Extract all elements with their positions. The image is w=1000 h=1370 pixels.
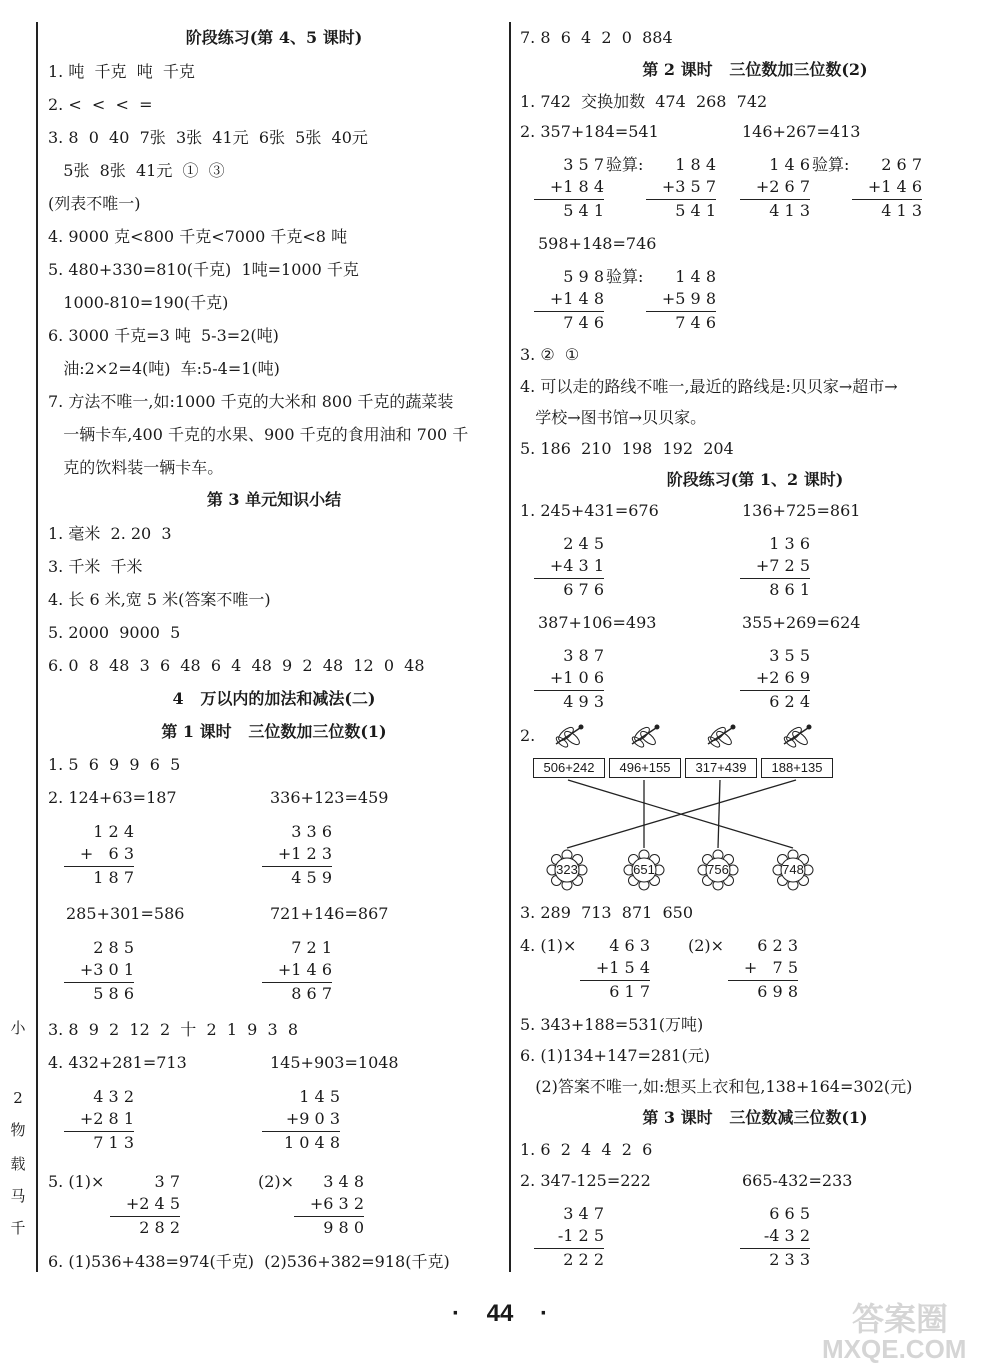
answer-line: 6. (1)536+438=974(千克) (2)536+382=918(千克) — [48, 1252, 450, 1271]
dragonfly-icon — [631, 725, 660, 749]
expression-box: 506+242 — [533, 758, 605, 778]
calc-rule — [262, 982, 332, 983]
answer-line: 一辆卡车,400 千克的水果、900 千克的食用油和 700 千 — [48, 425, 469, 444]
answer-line: 4. 9000 克<800 千克<7000 千克<8 吨 — [48, 227, 348, 246]
answer-line: (2)答案不唯一,如:想买上衣和包,138+164=302(元) — [520, 1077, 913, 1096]
dragonfly-icon — [707, 725, 736, 749]
answer-line: 5. (1)× — [48, 1172, 105, 1191]
calc-row: 1 8 4 — [675, 155, 716, 174]
calc-row: 3 4 8 — [323, 1172, 364, 1191]
calc-row: 2 4 5 — [563, 534, 604, 553]
answer-line: 4. 可以走的路线不唯一,最近的路线是:贝贝家→超市→ — [520, 377, 898, 396]
answer-line: 2. 124+63=187 — [48, 788, 177, 807]
flower-answer — [771, 848, 815, 892]
answer-line: 3. ② ① — [520, 345, 580, 364]
bullet-dot: · — [513, 1300, 549, 1327]
answer-line: 2. — [520, 726, 536, 745]
answer-line: 665-432=233 — [742, 1171, 853, 1190]
check-label: 验算: — [812, 155, 850, 174]
side-char: 小 — [10, 1019, 26, 1037]
calc-row: +1 2 3 — [277, 844, 332, 863]
calc-row: +3 5 7 — [661, 177, 716, 196]
calc-row: 4 1 3 — [769, 201, 810, 220]
answer-line: 油:2×2=4(吨) 车:5-4=1(吨) — [48, 359, 280, 378]
calc-row: 8 6 7 — [291, 984, 332, 1003]
calc-row: 1 2 4 — [93, 822, 134, 841]
calc-row: 2 2 2 — [563, 1250, 604, 1269]
answer-line: 5张 8张 41元 ① ③ — [48, 161, 225, 180]
left-margin-line — [36, 22, 38, 1272]
answer-line: 7. 方法不唯一,如:1000 千克的大米和 800 千克的蔬菜装 — [48, 392, 454, 411]
unit-title: 4 万以内的加法和减法(二) — [172, 689, 376, 708]
calc-row: 3 5 5 — [769, 646, 810, 665]
calc-rule — [646, 199, 716, 200]
calc-row: 9 8 0 — [323, 1218, 364, 1237]
calc-row: 3 3 6 — [291, 822, 332, 841]
answer-line: 1. 245+431=676 — [520, 501, 659, 520]
answer-line: 285+301=586 — [66, 904, 185, 923]
calc-row: 8 6 1 — [769, 580, 810, 599]
calc-row: +3 0 1 — [79, 960, 134, 979]
calc-row: + 6 3 — [79, 844, 134, 863]
watermark-cn: 答案圈 — [852, 1301, 949, 1337]
calc-row: +1 4 6 — [277, 960, 332, 979]
calc-rule — [64, 866, 134, 867]
answer-line: 136+725=861 — [742, 501, 861, 520]
calc-row: 7 4 6 — [675, 313, 716, 332]
flower-value: 323 — [556, 862, 578, 877]
answer-line: 355+269=624 — [742, 613, 861, 632]
calc-row: 1 8 7 — [93, 868, 134, 887]
calc-rule — [740, 578, 810, 579]
calc-rule — [646, 311, 716, 312]
calc-row: 6 9 8 — [757, 982, 798, 1001]
answer-line: 4. 长 6 米,宽 5 米(答案不唯一) — [48, 590, 271, 609]
calc-row: 2 8 2 — [139, 1218, 180, 1237]
answer-line: 3. 289 713 871 650 — [520, 903, 694, 922]
calc-row: 7 1 3 — [93, 1133, 134, 1152]
calc-row: +5 9 8 — [661, 289, 716, 308]
calc-row: 6 2 3 — [757, 936, 798, 955]
calc-row: 5 9 8 — [563, 267, 604, 286]
answer-line: 5. 343+188=531(万吨) — [520, 1015, 704, 1034]
section-title: 阶段练习(第 1、2 课时) — [666, 470, 844, 489]
answer-line: 146+267=413 — [742, 122, 861, 141]
calc-rule — [852, 199, 922, 200]
side-char: 2 — [13, 1089, 23, 1107]
answer-line: 2. 357+184=541 — [520, 122, 659, 141]
section-title: 第 3 课时 三位数减三位数(1) — [642, 1108, 868, 1127]
expression-box: 496+155 — [609, 758, 681, 778]
calc-rule — [294, 1216, 364, 1217]
calc-row: +2 6 7 — [755, 177, 810, 196]
calc-row: 4 9 3 — [563, 692, 604, 711]
calc-rule — [728, 980, 798, 981]
check-label: 验算: — [606, 267, 644, 286]
calc-row: 2 8 5 — [93, 938, 134, 957]
dragonfly-icon — [783, 725, 812, 749]
calc-row: 1 4 8 — [675, 267, 716, 286]
calc-row: 4 3 2 — [93, 1087, 134, 1106]
flower-answer — [696, 848, 740, 892]
flower-value: 651 — [633, 862, 655, 877]
calc-row: 6 2 4 — [769, 692, 810, 711]
answer-line: 1. 毫米 2. 20 3 — [48, 524, 172, 543]
calc-row: 4 5 9 — [291, 868, 332, 887]
answer-line: 2. < < < = — [48, 95, 153, 114]
answer-line: (2)× — [688, 936, 725, 955]
calc-row: 3 7 — [154, 1172, 180, 1191]
watermark-logo — [812, 1294, 992, 1364]
calc-rule — [262, 1131, 340, 1132]
calc-rule — [534, 311, 604, 312]
match-line — [718, 780, 720, 848]
center-divider — [509, 22, 511, 1272]
calc-row: 3 8 7 — [563, 646, 604, 665]
answer-line: 1. 吨 千克 吨 千克 — [48, 62, 195, 81]
calc-row: 6 7 6 — [563, 580, 604, 599]
answer-line: 1. 5 6 9 9 6 5 — [48, 755, 181, 774]
answer-line: (列表不唯一) — [48, 194, 141, 213]
calc-row: +1 8 4 — [549, 177, 604, 196]
answer-line: 7. 8 6 4 2 0 884 — [520, 28, 673, 47]
answer-line: 6. 0 8 48 3 6 48 6 4 48 9 2 48 12 0 48 — [48, 656, 425, 675]
flower-value: 748 — [782, 862, 804, 877]
section-title: 第 2 课时 三位数加三位数(2) — [642, 60, 868, 79]
side-char: 千 — [10, 1219, 26, 1237]
flower-answer — [545, 848, 589, 892]
calc-row: +4 3 1 — [549, 556, 604, 575]
calc-row: -4 3 2 — [763, 1226, 810, 1245]
calc-row: 3 4 7 — [563, 1204, 604, 1223]
expression-box: 317+439 — [685, 758, 757, 778]
side-char: 马 — [10, 1187, 26, 1205]
dragonfly-icon — [555, 725, 584, 749]
calc-row: 1 0 4 8 — [284, 1133, 340, 1152]
answer-line: 336+123=459 — [270, 788, 389, 807]
calc-rule — [534, 690, 604, 691]
calc-rule — [262, 866, 332, 867]
calc-rule — [64, 982, 134, 983]
calc-row: 5 8 6 — [93, 984, 134, 1003]
calc-row: 2 6 7 — [881, 155, 922, 174]
side-char: 物 — [10, 1121, 26, 1139]
calc-row: +2 8 1 — [79, 1109, 134, 1128]
answer-line: 6. 3000 千克=3 吨 5-3=2(吨) — [48, 326, 279, 345]
answer-line: 4. 432+281=713 — [48, 1053, 187, 1072]
answer-line: 5. 480+330=810(千克) 1吨=1000 千克 — [48, 260, 359, 279]
section-title: 第 1 课时 三位数加三位数(1) — [161, 722, 387, 741]
calc-row: 6 6 5 — [769, 1204, 810, 1223]
calc-rule — [534, 578, 604, 579]
calc-row: 5 4 1 — [675, 201, 716, 220]
answer-line: 5. 186 210 198 192 204 — [520, 439, 734, 458]
calc-row: + 7 5 — [743, 958, 798, 977]
answer-line: 1. 6 2 4 4 2 6 — [520, 1140, 653, 1159]
answer-line: 学校→图书馆→贝贝家。 — [520, 408, 707, 427]
calc-row: +2 6 9 — [755, 668, 810, 687]
answer-line: 3. 8 0 40 7张 3张 41元 6张 5张 40元 — [48, 128, 368, 147]
section-title: 第 3 单元知识小结 — [206, 490, 342, 509]
answer-line: 598+148=746 — [538, 234, 657, 253]
side-char: 载 — [10, 1155, 26, 1173]
calc-row: +6 3 2 — [309, 1194, 364, 1213]
answer-line: 克的饮料装一辆卡车。 — [48, 458, 224, 477]
answer-line: 387+106=493 — [538, 613, 657, 632]
calc-row: +9 0 3 — [285, 1109, 340, 1128]
answer-line: 145+903=1048 — [270, 1053, 399, 1072]
calc-rule — [110, 1216, 180, 1217]
calc-rule — [740, 199, 810, 200]
expression-box: 188+135 — [761, 758, 833, 778]
calc-row: +1 5 4 — [595, 958, 650, 977]
calc-row: +2 4 5 — [125, 1194, 180, 1213]
bullet-dot: · — [451, 1300, 487, 1327]
calc-row: 1 3 6 — [769, 534, 810, 553]
answer-line: 3. 8 9 2 12 2 十 2 1 9 3 8 — [48, 1020, 299, 1039]
calc-row: 4 1 3 — [881, 201, 922, 220]
flower-answer — [622, 848, 666, 892]
calc-rule — [534, 1248, 604, 1249]
calc-rule — [534, 199, 604, 200]
calc-row: 5 4 1 — [563, 201, 604, 220]
answer-line: 5. 2000 9000 5 — [48, 623, 181, 642]
calc-row: +1 4 6 — [867, 177, 922, 196]
calc-rule — [740, 690, 810, 691]
calc-rule — [64, 1131, 134, 1132]
calc-rule — [580, 980, 650, 981]
answer-line: 1000-810=190(千克) — [48, 293, 229, 312]
calc-row: 3 5 7 — [563, 155, 604, 174]
check-label: 验算: — [606, 155, 644, 174]
calc-row: 4 6 3 — [609, 936, 650, 955]
answer-line: 1. 742 交换加数 474 268 742 — [520, 92, 768, 111]
flower-value: 756 — [707, 862, 729, 877]
calc-row: +7 2 5 — [755, 556, 810, 575]
calc-row: +1 4 8 — [549, 289, 604, 308]
calc-row: 6 1 7 — [609, 982, 650, 1001]
answer-line: (2)× — [258, 1172, 295, 1191]
page-number-text: 44 — [486, 1300, 514, 1327]
calc-row: 2 3 3 — [769, 1250, 810, 1269]
watermark-en: MXQE.COM — [822, 1334, 967, 1364]
calc-row: +1 0 6 — [549, 668, 604, 687]
calc-row: 7 2 1 — [291, 938, 332, 957]
answer-line: 2. 347-125=222 — [520, 1171, 651, 1190]
answer-line: 721+146=867 — [270, 904, 389, 923]
calc-rule — [740, 1248, 810, 1249]
calc-row: 1 4 6 — [769, 155, 810, 174]
calc-row: -1 2 5 — [557, 1226, 604, 1245]
calc-row: 1 4 5 — [299, 1087, 340, 1106]
section-title: 阶段练习(第 4、5 课时) — [185, 28, 363, 47]
answer-line: 3. 千米 千米 — [48, 557, 143, 576]
answer-line: 6. (1)134+147=281(元) — [520, 1046, 710, 1065]
calc-row: 7 4 6 — [563, 313, 604, 332]
answer-line: 4. (1)× — [520, 936, 577, 955]
